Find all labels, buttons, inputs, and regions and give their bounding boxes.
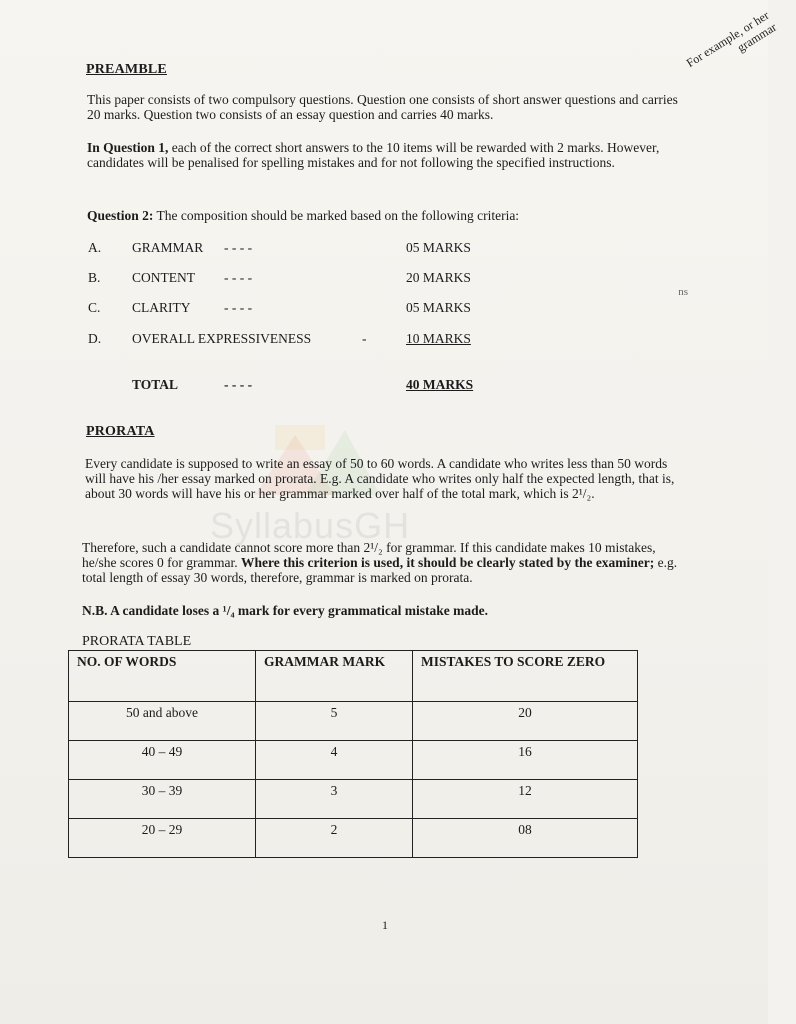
cell-grammar: 4 xyxy=(256,741,413,780)
cell-mistakes: 20 xyxy=(413,702,638,741)
cell-grammar: 3 xyxy=(256,780,413,819)
page-number: 1 xyxy=(382,918,388,932)
table-row xyxy=(69,741,638,780)
prorata-text-c: e.g. total length of essay 30 words, therefore, grammar is marked on prorata. xyxy=(82,555,678,585)
watermark-text: SyllabusGH xyxy=(210,505,411,546)
criterion-name: CONTENT xyxy=(132,270,195,285)
prorata-text-bold: Where this criterion is used, it should be clearly stated by the examiner; xyxy=(240,555,655,570)
header-grammar: GRAMMAR MARK xyxy=(256,651,413,702)
criterion-name: CLARITY xyxy=(132,300,191,315)
question1-text: each of the correct short answers to the 10 items will be rewarded with 2 marks. However, candidates will be penalised for spelling mistakes and for not following the specified instructions. xyxy=(87,140,660,170)
criterion-letter: B. xyxy=(88,270,101,285)
total-marks: 40 MARKS xyxy=(406,377,474,392)
cell-mistakes: 12 xyxy=(413,780,638,819)
criterion-dashes: - xyxy=(362,331,367,346)
cell-mistakes: 16 xyxy=(413,741,638,780)
prorata-text-a: Therefore, such a candidate cannot score more than 2¹/₂ for grammar. If this candidate makes 10 mistakes, he/she scores 0 for grammar. xyxy=(82,540,656,570)
criterion-marks: 20 MARKS xyxy=(406,270,471,285)
header-mistakes: MISTAKES TO SCORE ZERO xyxy=(413,651,638,702)
question2-label: Question 2: xyxy=(87,208,154,223)
criterion-row xyxy=(88,300,508,318)
cell-words: 50 and above xyxy=(69,702,256,741)
cell-words: 20 – 29 xyxy=(69,819,256,858)
criterion-name: OVERALL EXPRESSIVENESS xyxy=(132,331,312,346)
criterion-letter: A. xyxy=(88,240,102,255)
cell-grammar: 2 xyxy=(256,819,413,858)
preamble-heading: PREAMBLE xyxy=(86,62,167,77)
cell-grammar: 5 xyxy=(256,702,413,741)
table-row xyxy=(69,780,638,819)
criterion-dashes: - - - - xyxy=(224,300,253,315)
prorata-table xyxy=(68,650,638,858)
total-dashes: - - - - xyxy=(224,377,253,392)
criterion-dashes: - - - - xyxy=(224,240,253,255)
question1-label: In Question 1, xyxy=(87,140,169,155)
criterion-row xyxy=(88,240,508,258)
prorata-paragraph-2 xyxy=(82,540,682,585)
question2-paragraph xyxy=(87,208,687,223)
stray-mark: ns xyxy=(678,286,688,298)
cell-words: 40 – 49 xyxy=(69,741,256,780)
table-caption: PRORATA TABLE xyxy=(82,634,192,649)
corner-handnote: For example, or her grammar xyxy=(683,8,779,71)
cell-words: 30 – 39 xyxy=(69,780,256,819)
cell-mistakes: 08 xyxy=(413,819,638,858)
question2-text: The composition should be marked based on the following criteria: xyxy=(153,208,520,223)
criterion-letter: C. xyxy=(88,300,101,315)
table-header-row xyxy=(69,651,638,702)
table-row xyxy=(69,702,638,741)
criterion-row xyxy=(88,331,508,349)
criterion-marks: 05 MARKS xyxy=(406,300,471,315)
nb-note: N.B. A candidate loses a ¹/₄ mark for every grammatical mistake made. xyxy=(82,603,489,618)
question1-paragraph xyxy=(87,140,679,170)
header-words: NO. OF WORDS xyxy=(69,651,256,702)
prorata-paragraph-1: Every candidate is supposed to write an essay of 50 to 60 words. A candidate who writes less than 50 words will have his /her essay marked on prorata. E.g. A candidate who writes only half the expected length, that is, about 30 words will have his or her grammar marked over half of the total mark, which is 2¹/₂. xyxy=(85,456,675,501)
criterion-name: GRAMMAR xyxy=(132,240,204,255)
criterion-marks: 10 MARKS xyxy=(406,331,471,346)
criterion-row xyxy=(88,270,508,288)
table-row xyxy=(69,819,638,858)
preamble-paragraph-1: This paper consists of two compulsory questions. Question one consists of short answer questions and carries 20 marks. Question two consists of an essay question and carries 40 marks. xyxy=(87,92,678,122)
criterion-dashes: - - - - xyxy=(224,270,253,285)
total-label: TOTAL xyxy=(132,377,179,392)
criterion-letter: D. xyxy=(88,331,102,346)
prorata-heading: PRORATA xyxy=(86,424,155,439)
total-row xyxy=(88,377,508,395)
criterion-marks: 05 MARKS xyxy=(406,240,471,255)
